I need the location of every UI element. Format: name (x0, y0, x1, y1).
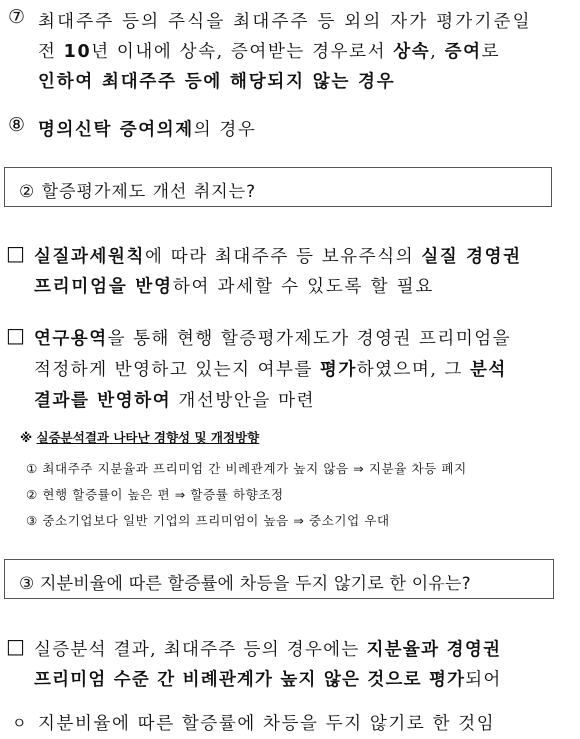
item-7-line-2: 전 10년 이내에 상속, 증여받는 경우로서 상속, 증여로 (38, 42, 501, 62)
square-bullet: □ (6, 634, 25, 658)
paragraph-2-line-3: 결과를 반영하여 개선방안을 마련 (34, 391, 316, 411)
square-bullet: □ (6, 241, 25, 265)
paragraph-3-line-2: 프리미엄 수준 간 비례관계가 높지 않은 것으로 평가되어 (34, 670, 502, 690)
item-7-marker: ⑦ (8, 6, 26, 28)
circle-bullet: ㅇ (12, 714, 27, 732)
section-header-box-3 (4, 559, 554, 599)
item-7-line-1: 최대주주 등의 주식을 최대주주 등 외의 자가 평가기준일 (38, 12, 532, 32)
paragraph-3-line-1: 실증분석 결과, 최대주주 등의 경우에는 지분율과 경영권 (34, 640, 502, 660)
note-item-2: ② 현행 할증률이 높은 편 ⇒ 할증률 하향조정 (26, 487, 284, 502)
item-8-text: 명의신탁 증여의제의 경우 (38, 120, 257, 140)
note-item-3: ③ 중소기업보다 일반 기업의 프리미엄이 높음 ⇒ 중소기업 우대 (26, 513, 390, 528)
section-header-2-text: ② 할증평가제도 개선 취지는? (19, 182, 257, 202)
paragraph-1-line-1: 실질과세원칙에 따라 최대주주 등 보유주식의 실질 경영권 (34, 247, 522, 267)
paragraph-4-text: 지분비율에 따른 할증률에 차등을 두지 않기로 한 것임 (38, 714, 496, 734)
paragraph-1-line-2: 프리미엄을 반영하여 과세할 수 있도록 할 필요 (34, 277, 435, 297)
note-title: ※ 실증분석결과 나타난 경향성 및 개정방향 (20, 430, 260, 445)
section-header-box-2 (4, 167, 552, 207)
item-7-line-3: 인하여 최대주주 등에 해당되지 않는 경우 (38, 72, 396, 92)
item-8-marker: ⑧ (8, 114, 26, 136)
square-bullet: □ (6, 323, 25, 347)
paragraph-2-line-1: 연구용역을 통해 현행 할증평가제도가 경영권 프리미엄을 (34, 329, 512, 349)
section-header-3-text: ③ 지분비율에 따른 할증률에 차등을 두지 않기로 한 이유는? (19, 574, 471, 594)
note-item-1: ① 최대주주 지분율과 프리미엄 간 비례관계가 높지 않음 ⇒ 지분율 차등 폐지 (26, 461, 467, 476)
paragraph-2-line-2: 적정하게 반영하고 있는지 여부를 평가하였으며, 그 분석 (34, 360, 507, 380)
